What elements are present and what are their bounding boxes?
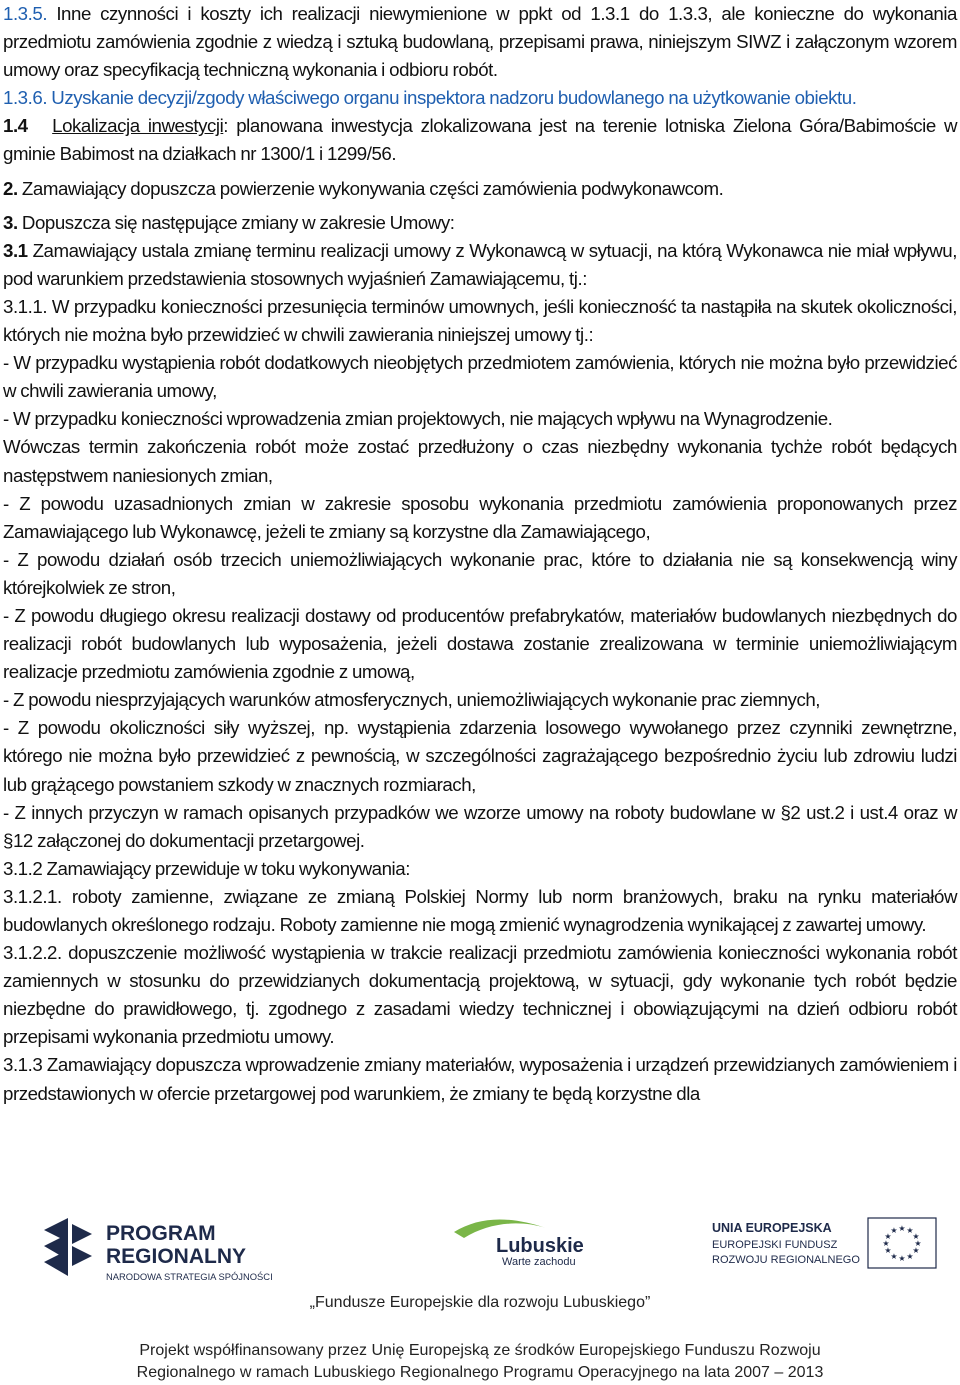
svg-text:★: ★	[906, 1252, 914, 1261]
list-item: - Z powodu niesprzyjających warunków atmosferycznych, uniemożliwiających wykonanie prac ziemnych,	[3, 689, 821, 711]
svg-text:★: ★	[914, 1239, 922, 1248]
paragraph-label: Lokalizacja inwestycji	[52, 115, 224, 137]
cofinance-line-2: Regionalnego w ramach Lubuskiego Regionalnego Programu Operacyjnego na lata 2007 – 2013	[136, 1364, 824, 1381]
section-number: 1.3.6.	[3, 87, 48, 109]
list-item: - Z innych przyczyn w ramach opisanych przypadków we wzorze umowy na roboty budowlane w §2 ust.2 i ust.4 oraz w §12 załączonej do dokumentacji przetargowej.	[3, 801, 957, 851]
svg-text:★: ★	[912, 1246, 920, 1255]
lubuskie-logo	[450, 1218, 590, 1266]
svg-text:★: ★	[890, 1226, 898, 1235]
paragraph-3-1-2-2: 3.1.2.2. dopuszczenie możliwość wystąpienia w trakcie realizacji przedmiotu zamówienia konieczności wykonania robót zamiennych w stosunku do przewidzianych dokumentacją projektową, w sytuacji, gdy wykonanie tych robót będzie niezbędne do prawidłowego, tj. zgodnego z zasadami wiedzy technicznej i obowiązującymi na dzień odbioru robót przepisami wykonania przedmiotu umowy.	[3, 942, 957, 1048]
ue-line-1: UNIA EUROPEJSKA	[712, 1221, 832, 1235]
program-line-2: REGIONALNY	[106, 1245, 247, 1268]
program-regionalny-logo	[40, 1216, 330, 1286]
paragraph-text: Inne czynności i koszty ich realizacji niewymienione w ppkt od 1.3.1 do 1.3.3, ale konieczne do wykonania przedmiotu zamówienia zgodnie z wiedzą i sztuką budowlaną, przepisami prawa, niniejszym SIWZ i załączonym wzorem umowy oraz specyfikacją techniczną wykonania i odbioru robót.	[3, 3, 957, 81]
eu-flag-icon	[868, 1218, 936, 1268]
list-item: - Z powodu działań osób trzecich uniemożliwiających wykonanie prac, które to działania nie są konsekwencją winy którejkolwiek ze stron,	[3, 548, 957, 598]
footer-logos	[0, 1202, 960, 1287]
paragraph-3-1-2-1: 3.1.2.1. roboty zamienne, związane ze zmianą Polskiej Normy lub norm branżowych, braku na rynku materiałów budowlanych określonego rodzaju. Roboty zamienne nie mogą zmienić wynagrodzenia wynikającej z zawartej umowy.	[3, 885, 957, 935]
paragraph-text: Zamawiający ustala zmianę terminu realizacji umowy z Wykonawcą w sytuacji, na którą Wykonawca nie miał wpływu, pod warunkiem przedstawienia stosownych wyjaśnień Zamawiającemu, tj.:	[3, 239, 957, 289]
svg-text:★: ★	[884, 1246, 892, 1255]
paragraph-1-3-5	[3, 0, 957, 84]
paragraph-3	[3, 209, 957, 237]
paragraph-3-1-3: 3.1.3 Zamawiający dopuszcza wprowadzenie zmiany materiałów, wyposażenia i urządzeń przewidzianych zamówieniem i przedstawionych w ofercie przetargowej pod warunkiem, że zmiany te będą korzystne dla	[3, 1054, 957, 1104]
paragraph-text: : planowana inwestycja zlokalizowana jest na terenie lotniska Zielona Góra/Babimoście w gminie Babimost na działkach nr 1300/1 i 1299/56.	[3, 115, 957, 165]
paragraph-3-1-1: 3.1.1. W przypadku konieczności przesunięcia terminów umownych, jeśli konieczność ta nastąpiła na skutek okoliczności, których nie można było przewidzieć w chwili zawierania niniejszej umowy tj.:	[3, 295, 957, 346]
paragraph-text: Uzyskanie decyzji/zgody właściwego organu inspektora nadzoru budowlanego na użytkowanie obiektu.	[47, 87, 857, 109]
svg-text:★: ★	[882, 1239, 890, 1248]
svg-text:★: ★	[898, 1224, 906, 1233]
svg-text:★: ★	[912, 1232, 920, 1241]
paragraph-3-1	[3, 237, 957, 293]
svg-text:★: ★	[884, 1232, 892, 1241]
list-item: - Z powodu okoliczności siły wyższej, np. wystąpienia zdarzenia losowego wywołanego przez czynniki zewnętrzne, którego nie można było przewidzieć z pewnością, w szczególności zagrażającego bezpośrednio życiu lub zdrowiu ludzi lub grążącego powstaniem szkody w znacznych rozmiarach,	[3, 717, 957, 795]
section-number: 3.1	[3, 239, 28, 261]
paragraph-text: Wówczas termin zakończenia robót może zostać przedłużony o czas niezbędny wykonania tychże robót będących następstwem naniesionych zmian,	[3, 436, 957, 486]
eu-fund-logo	[710, 1214, 940, 1276]
ue-line-2: EUROPEJSKI FUNDUSZ	[712, 1239, 838, 1251]
paragraph-2	[3, 175, 957, 203]
footer-tagline: „Fundusze Europejskie dla rozwoju Lubuskiego”	[309, 1294, 651, 1311]
cofinance-line-1: Projekt współfinansowany przez Unię Europejską ze środków Europejskiego Funduszu Rozwoju	[139, 1342, 821, 1359]
paragraph-3-1-2: 3.1.2 Zamawiający przewiduje w toku wykonywania:	[3, 857, 410, 879]
list-item: - Z powodu długiego okresu realizacji dostawy od producentów prefabrykatów, materiałów budowlanych niezbędnych do realizacji robót budowlanych lub wyposażenia, jeżeli dostawa zostanie zrealizowana w terminie uniemożliwiającym realizacje przedmiotu zamówienia zgodnie z umową,	[3, 604, 957, 683]
program-line-3: NARODOWA STRATEGIA SPÓJNOŚCI	[106, 1271, 273, 1282]
section-number: 2.	[3, 177, 18, 199]
paragraph-text: Zamawiający dopuszcza powierzenie wykonywania części zamówienia podwykonawcom.	[17, 177, 724, 199]
program-line-1: PROGRAM	[106, 1222, 216, 1245]
section-number: 3.	[3, 211, 18, 233]
program-regionalny-mark	[44, 1218, 92, 1276]
paragraph-1-3-6	[3, 84, 957, 112]
ue-line-3: ROZWOJU REGIONALNEGO	[712, 1254, 860, 1266]
list-item: - Z powodu uzasadnionych zmian w zakresie sposobu wykonania przedmiotu zamówienia proponowanych przez Zamawiającego lub Wykonawcę, jeżeli te zmiany są korzystne dla Zamawiającego,	[3, 492, 957, 542]
document-body	[3, 0, 957, 1108]
paragraph-text: Dopuszcza się następujące zmiany w zakresie Umowy:	[17, 211, 455, 233]
paragraph-1-4	[3, 112, 957, 168]
section-number: 1.3.5.	[3, 3, 48, 24]
svg-text:★: ★	[890, 1252, 898, 1261]
lubuskie-slogan: Warte zachodu	[502, 1256, 576, 1266]
svg-text:★: ★	[898, 1254, 906, 1263]
section-number: 1.4	[3, 115, 28, 137]
lubuskie-name: Lubuskie	[496, 1235, 584, 1257]
list-item: - W przypadku konieczności wprowadzenia zmian projektowych, nie mających wpływu na Wynagrodzenie.	[3, 408, 833, 430]
list-item: - W przypadku wystąpienia robót dodatkowych nieobjętych przedmiotem zamówienia, których nie można było przewidzieć w chwili zawierania umowy,	[3, 352, 957, 402]
svg-text:★: ★	[906, 1226, 914, 1235]
cofinance-statement	[0, 1340, 960, 1384]
